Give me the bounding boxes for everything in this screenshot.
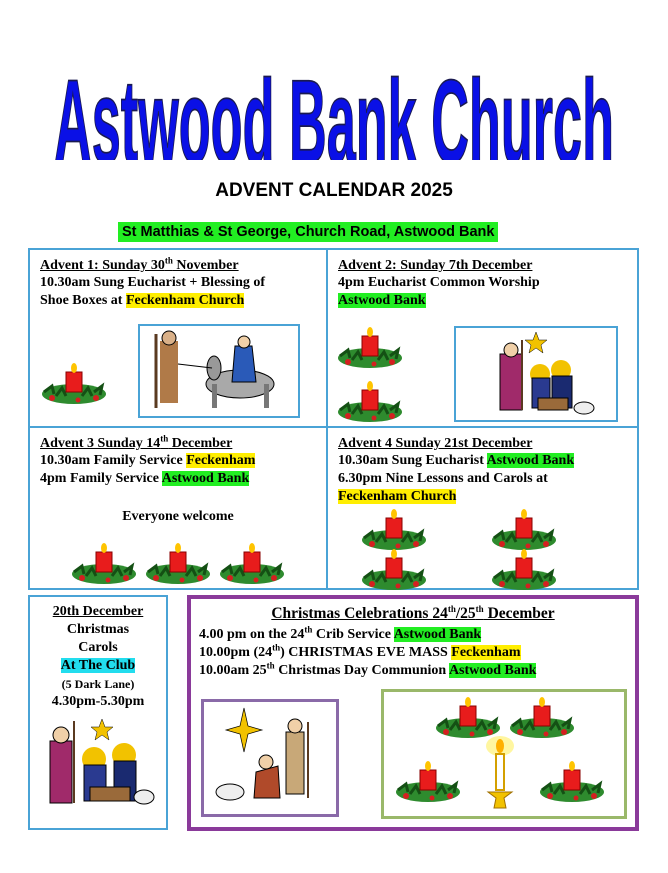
carols-address: (5 Dark Lane) <box>61 677 135 691</box>
christmas-heading: Christmas Celebrations 24th/25th December <box>271 603 555 622</box>
advent-2-heading: Advent 2: Sunday 7th December <box>338 258 533 273</box>
advent-3-panel <box>28 426 328 590</box>
christmas-line2: 10.00pm (24th) CHRISTMAS EVE MASS Feckenham <box>199 642 521 660</box>
advent-4-line3: Feckenham Church <box>338 489 457 504</box>
advent-4-line1: 10.30am Sung Eucharist Astwood Bank <box>338 453 575 468</box>
journey-image-frame <box>138 324 300 418</box>
carols-line2: Carols <box>78 640 118 655</box>
advent-wreath-icon <box>536 760 608 804</box>
christmas-line3: 10.00am 25th Christmas Day Communion Astwood Bank <box>199 660 537 678</box>
journey-to-bethlehem-icon <box>140 326 298 416</box>
carols-venue: At The Club <box>60 658 136 673</box>
advent-wreath-icon <box>38 362 110 406</box>
title-text: Astwood Bank Church <box>54 55 615 160</box>
advent-2-panel <box>326 248 639 428</box>
advent-1-heading: Advent 1: Sunday 30th November <box>40 255 239 273</box>
calendar-subtitle: ADVENT CALENDAR 2025 <box>215 180 453 201</box>
advent-wreath-icon <box>142 542 214 586</box>
carols-line1: Christmas <box>66 622 130 637</box>
advent-4-panel <box>326 426 639 590</box>
nativity-image-frame <box>454 326 618 422</box>
carols-date: 20th December <box>52 604 144 619</box>
carols-panel <box>28 595 168 830</box>
shepherds-star-icon <box>204 702 336 814</box>
advent-2-line2: Astwood Bank <box>338 293 426 308</box>
page-title <box>0 30 668 160</box>
advent-1-line1: 10.30am Sung Eucharist + Blessing of <box>40 275 266 290</box>
christmas-panel <box>187 595 639 831</box>
carols-time: 4.30pm-5.30pm <box>51 694 145 709</box>
advent-wreath-icon <box>392 760 464 804</box>
everyone-welcome: Everyone welcome <box>122 509 234 524</box>
candle-icon <box>480 736 520 812</box>
christmas-line1: 4.00 pm on the 24th Crib Service Astwood Bank <box>199 624 482 642</box>
church-location: St Matthias & St George, Church Road, Astwood Bank <box>118 222 498 242</box>
advent-wreath-icon <box>334 326 406 370</box>
advent-wreath-icon <box>488 548 560 592</box>
advent-wreath-icon <box>68 542 140 586</box>
advent-3-line1: 10.30am Family Service Feckenham <box>40 453 256 468</box>
advent-1-line2: Shoe Boxes at Feckenham Church <box>40 293 245 308</box>
nativity-family-icon <box>44 717 156 807</box>
advent-wreath-icon <box>358 548 430 592</box>
advent-wreath-icon <box>334 380 406 424</box>
advent-4-line2: 6.30pm Nine Lessons and Carols at <box>338 471 548 486</box>
nativity-scene-icon <box>456 328 616 420</box>
shepherds-image-frame <box>201 699 339 817</box>
advent-3-heading: Advent 3 Sunday 14th December <box>40 433 233 451</box>
advent-wreath-icon <box>488 508 560 552</box>
advent-wreath-icon <box>358 508 430 552</box>
advent-wreath-icon <box>432 696 504 740</box>
advent-wreath-icon <box>216 542 288 586</box>
advent-wreath-icon <box>506 696 578 740</box>
advent-1-panel <box>28 248 328 428</box>
advent-3-line2: 4pm Family Service Astwood Bank <box>40 471 250 486</box>
advent-4-heading: Advent 4 Sunday 21st December <box>338 436 533 451</box>
advent-2-line1: 4pm Eucharist Common Worship <box>338 275 540 290</box>
candle-wreath-frame <box>381 689 627 819</box>
